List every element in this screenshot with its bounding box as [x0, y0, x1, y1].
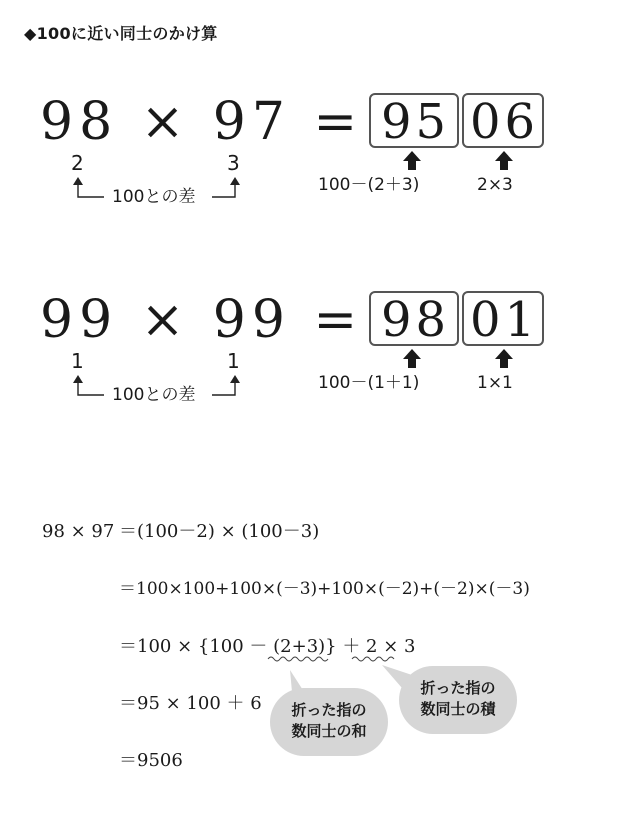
- derivation-lhs: 98 × 97: [42, 521, 115, 542]
- derivation-step-4: ＝95 × 100 ＋ 6: [119, 693, 262, 714]
- product-callout-bubble: [399, 666, 517, 734]
- derivation-step-3: ＝100 × {100 － (2+3)} ＋ 2 × 3: [119, 636, 416, 657]
- example1-bracket-arrowheads: [73, 177, 240, 185]
- example1-left-diff: 2: [71, 151, 84, 175]
- example2-first-note: 100－(1＋1): [318, 373, 420, 393]
- example2-left-diff: 1: [71, 349, 84, 373]
- example2-second-note: 1×1: [477, 373, 513, 393]
- example1-result-second: 06: [462, 93, 544, 148]
- product-callout-line-2: 数同士の積: [420, 700, 496, 718]
- sum-callout-line-2: 数同士の和: [291, 722, 367, 740]
- example1-first-note: 100－(2＋3): [318, 175, 420, 195]
- example1-diff-label: 100との差: [112, 187, 196, 207]
- example2-up-arrow-first: [403, 349, 421, 368]
- example1-expression: 98 × 97 =: [40, 92, 364, 152]
- derivation-step-5: ＝9506: [119, 750, 183, 771]
- example1-result-first: 95: [369, 93, 459, 148]
- example2-expression: 99 × 99 =: [40, 290, 364, 350]
- example2-diff-label: 100との差: [112, 385, 196, 405]
- product-callout-line-1: 折った指の: [420, 679, 496, 697]
- example1-diff-bracket: [78, 183, 235, 197]
- page-title: ◆100に近い同士のかけ算: [24, 24, 218, 43]
- example1-up-arrow-second: [495, 151, 513, 170]
- example2-bracket-arrowheads: [73, 375, 240, 383]
- derivation-step-1: ＝(100－2) × (100－3): [119, 521, 320, 542]
- sum-callout-line-1: 折った指の: [291, 701, 367, 719]
- example1-up-arrow-first: [403, 151, 421, 170]
- derivation-step-2: ＝100×100+100×(－3)+100×(－2)+(－2)×(－3): [119, 579, 530, 599]
- example2-result-first: 98: [369, 291, 459, 346]
- example2-diff-bracket: [78, 381, 235, 395]
- example2-up-arrow-second: [495, 349, 513, 368]
- sum-callout-bubble: [270, 688, 388, 756]
- example2-result-second: 01: [462, 291, 544, 346]
- example2-right-diff: 1: [227, 349, 240, 373]
- example1-second-note: 2×3: [477, 175, 513, 195]
- example1-right-diff: 3: [227, 151, 240, 175]
